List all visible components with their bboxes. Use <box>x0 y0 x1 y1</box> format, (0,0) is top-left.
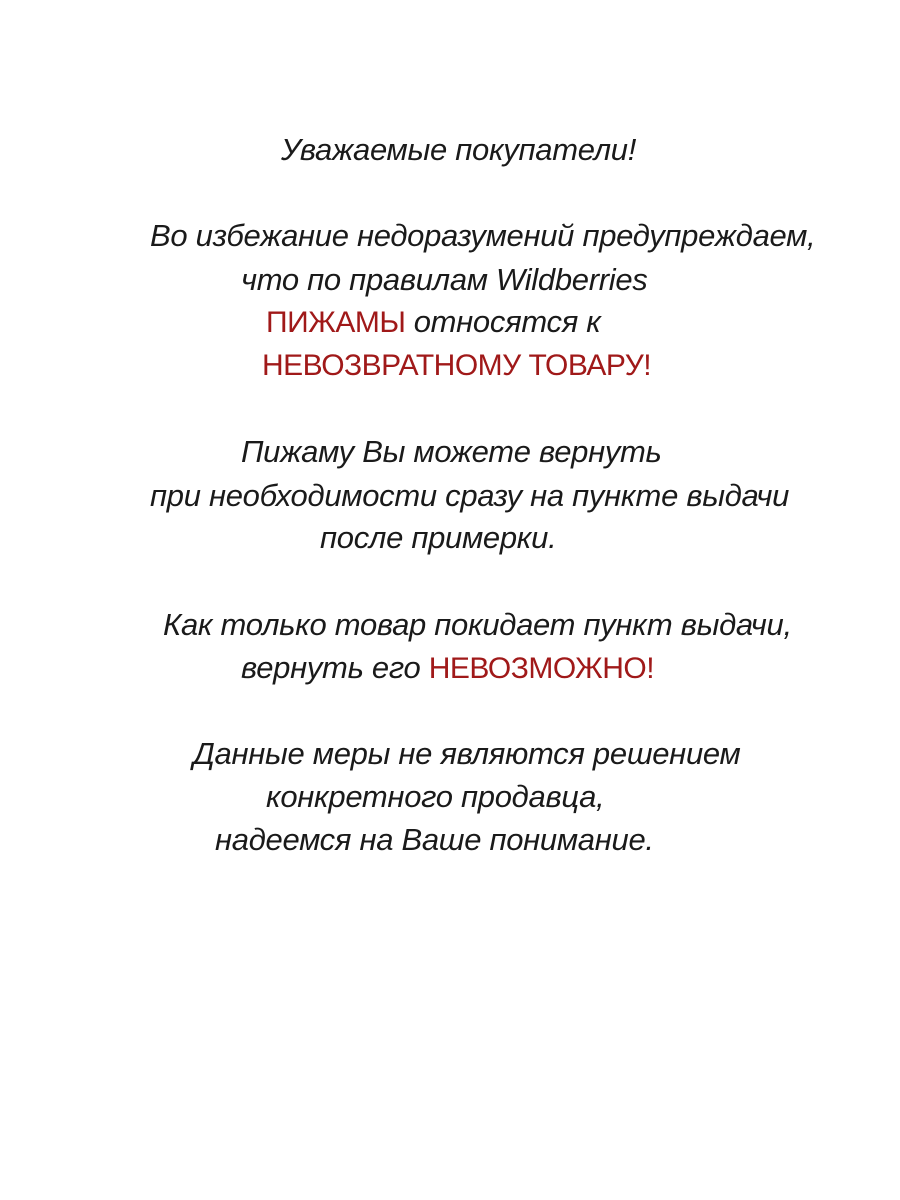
leave-line-2 <box>241 648 654 689</box>
closing-line-2: конкретного продавца, <box>266 779 605 814</box>
warning-line-1: Во избежание недоразумений предупреждаем, <box>150 218 816 253</box>
return-line-1: Пижаму Вы можете вернуть <box>241 434 662 469</box>
warning-line-2: что по правилам Wildberries <box>241 262 648 297</box>
pajamas-highlight: ПИЖАМЫ <box>266 306 406 339</box>
impossible-highlight: НЕВОЗМОЖНО! <box>428 652 655 685</box>
return-line-3: после примерки. <box>320 520 557 555</box>
non-returnable-highlight <box>262 345 651 386</box>
return-line-2: при необходимости сразу на пункте выдачи <box>150 478 790 513</box>
warning-line-3 <box>266 302 601 343</box>
leave-line-1: Как только товар покидает пункт выдачи, <box>163 607 792 642</box>
closing-line-1: Данные меры не являются решением <box>193 736 741 771</box>
non-returnable-text: НЕВОЗВРАТНОМУ ТОВАРУ! <box>262 349 652 382</box>
greeting: Уважаемые покупатели! <box>281 132 637 167</box>
warning-line-3-rest: относятся к <box>405 304 601 339</box>
closing-line-3: надеемся на Ваше понимание. <box>215 822 654 857</box>
leave-line-2-start: вернуть его <box>241 650 429 685</box>
